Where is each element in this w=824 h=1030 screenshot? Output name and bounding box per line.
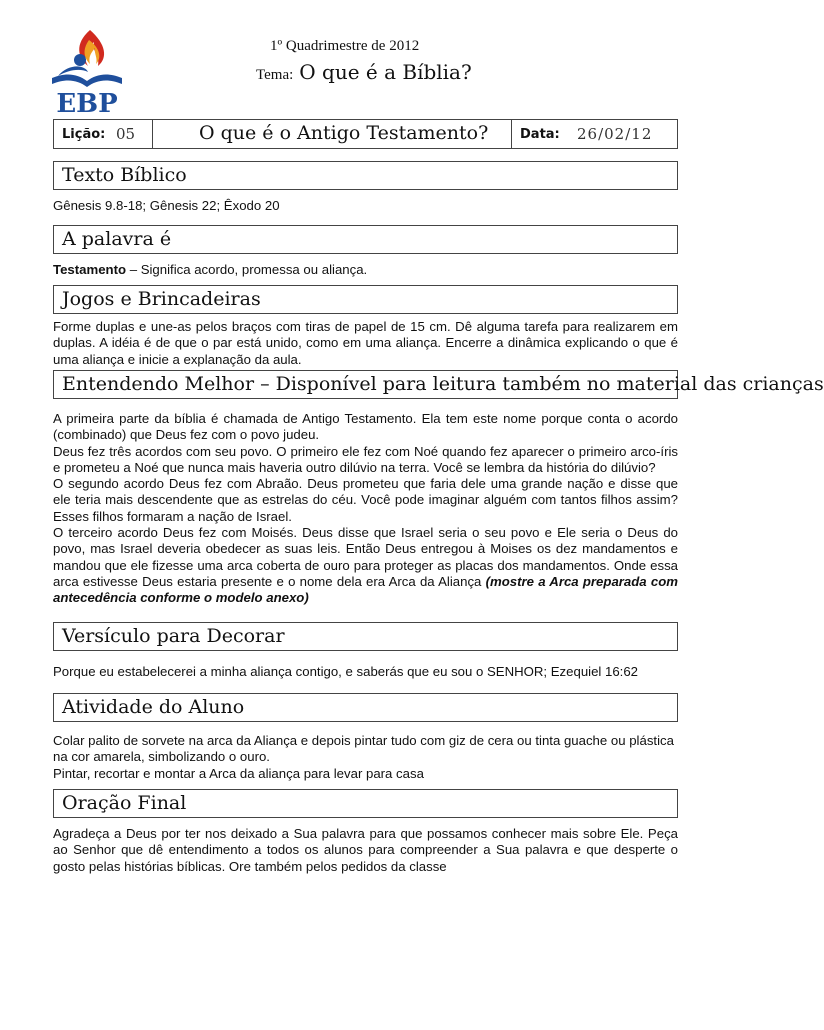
section-title: A palavra é xyxy=(62,228,172,250)
theme-value: O que é a Bíblia? xyxy=(299,60,472,84)
texto-biblico-text xyxy=(53,198,678,214)
ebp-logo-icon xyxy=(44,26,130,118)
atividade-text xyxy=(53,733,678,782)
paragraph-text: O terceiro acordo Deus fez com Moisés. Deus disse que Israel seria o seu povo e Ele seria o Deus do povo, mas Israel deveria obedecer as suas leis. Então Deus entregou à Moises os dez mandamentos e mandou que ele fizesse uma arca coberta de ouro para proteger as placas dos mandamentos. Onde essa arca estivesse Deus estaria presente e o nome dela era Arca da Aliança xyxy=(53,525,678,589)
section-title: Texto Bíblico xyxy=(62,164,187,186)
section-title: Versículo para Decorar xyxy=(62,625,285,647)
lesson-title: O que é o Antigo Testamento? xyxy=(199,122,489,144)
theme-label: Tema: xyxy=(256,67,294,83)
versiculo-text xyxy=(53,664,678,680)
section-title: Atividade do Aluno xyxy=(62,696,245,718)
entendendo-text xyxy=(53,411,678,607)
definition: – Significa acordo, promessa ou aliança. xyxy=(126,262,368,277)
ebp-logo xyxy=(44,26,130,118)
section-title: Entendendo Melhor – Disponível para leitura também no material das crianças xyxy=(62,373,824,395)
paragraph: Pintar, recortar e montar a Arca da aliança para levar para casa xyxy=(53,765,424,781)
paragraph: Agradeça a Deus por ter nos deixado a Sua palavra para que possamos conhecer mais sobre Ele. Peça ao Senhor que dê entendimento a todos os alunos para compreender a Sua palavra e que desperte o gosto pelas histórias bíblicas. Ore também pelos pedidos da classe xyxy=(53,826,678,874)
section-title: Oração Final xyxy=(62,792,187,814)
jogos-text xyxy=(53,319,678,368)
paragraph: Porque eu estabelecerei a minha aliança contigo, e saberás que eu sou o SENHOR; Ezequiel 16:62 xyxy=(53,664,639,679)
theme-heading xyxy=(256,60,472,84)
oracao-text xyxy=(53,826,678,875)
paragraph: O segundo acordo Deus fez com Abraão. Deus prometeu que faria dele uma grande nação e disse que ele teria mais descendente que as estrelas do céu. Você pode imaginar alguém com tantos filhos assim? Esses filhos formaram a nação de Israel. xyxy=(53,476,678,524)
paragraph: Deus fez três acordos com seu povo. O primeiro ele fez com Noé quando fez aparecer o primeiro arco-íris e prometeu a Noé que nunca mais haveria outro dilúvio na terra. Você se lembra da história do dilúvio? xyxy=(53,443,678,475)
palavra-text xyxy=(53,262,678,278)
paragraph: Forme duplas e une-as pelos braços com tiras de papel de 15 cm. Dê alguma tarefa para realizarem em duplas. A idéia é de que o par está unido, como em uma aliança. Encerre a dinâmica explicando o que é uma aliança e inicie a explanação da aula. xyxy=(53,319,678,367)
divider xyxy=(152,120,153,148)
section-heading-texto-biblico xyxy=(53,161,678,190)
section-heading-atividade xyxy=(53,693,678,722)
lesson-number: 05 xyxy=(116,125,136,143)
lesson-label: Lição: xyxy=(62,127,106,142)
paragraph xyxy=(53,525,678,606)
lesson-date: 26/02/12 xyxy=(577,125,653,143)
paragraph: Gênesis 9.8-18; Gênesis 22; Êxodo 20 xyxy=(53,198,280,213)
period-heading: 1º Quadrimestre de 2012 xyxy=(270,38,420,54)
section-heading-palavra xyxy=(53,225,678,254)
paragraph: A primeira parte da bíblia é chamada de Antigo Testamento. Ela tem este nome porque conta o acordo (combinado) que Deus fez com o povo judeu. xyxy=(53,411,678,443)
date-label: Data: xyxy=(520,127,560,142)
term: Testamento xyxy=(53,262,127,277)
lesson-info-bar xyxy=(53,119,678,149)
paragraph: Colar palito de sorvete na arca da Aliança e depois pintar tudo com giz de cera ou tinta guache ou plástica na cor amarela, simbolizando o ouro. xyxy=(53,733,674,765)
section-heading-oracao xyxy=(53,789,678,818)
divider xyxy=(511,120,512,148)
section-heading-entendendo xyxy=(53,370,824,399)
logo-text: EBP xyxy=(56,89,118,119)
section-heading-jogos xyxy=(53,285,678,314)
section-title: Jogos e Brincadeiras xyxy=(62,288,261,310)
teacher-note: (mostre a Arca preparada com antecedência conforme o modelo anexo) xyxy=(53,573,678,606)
section-heading-versiculo xyxy=(53,622,678,651)
